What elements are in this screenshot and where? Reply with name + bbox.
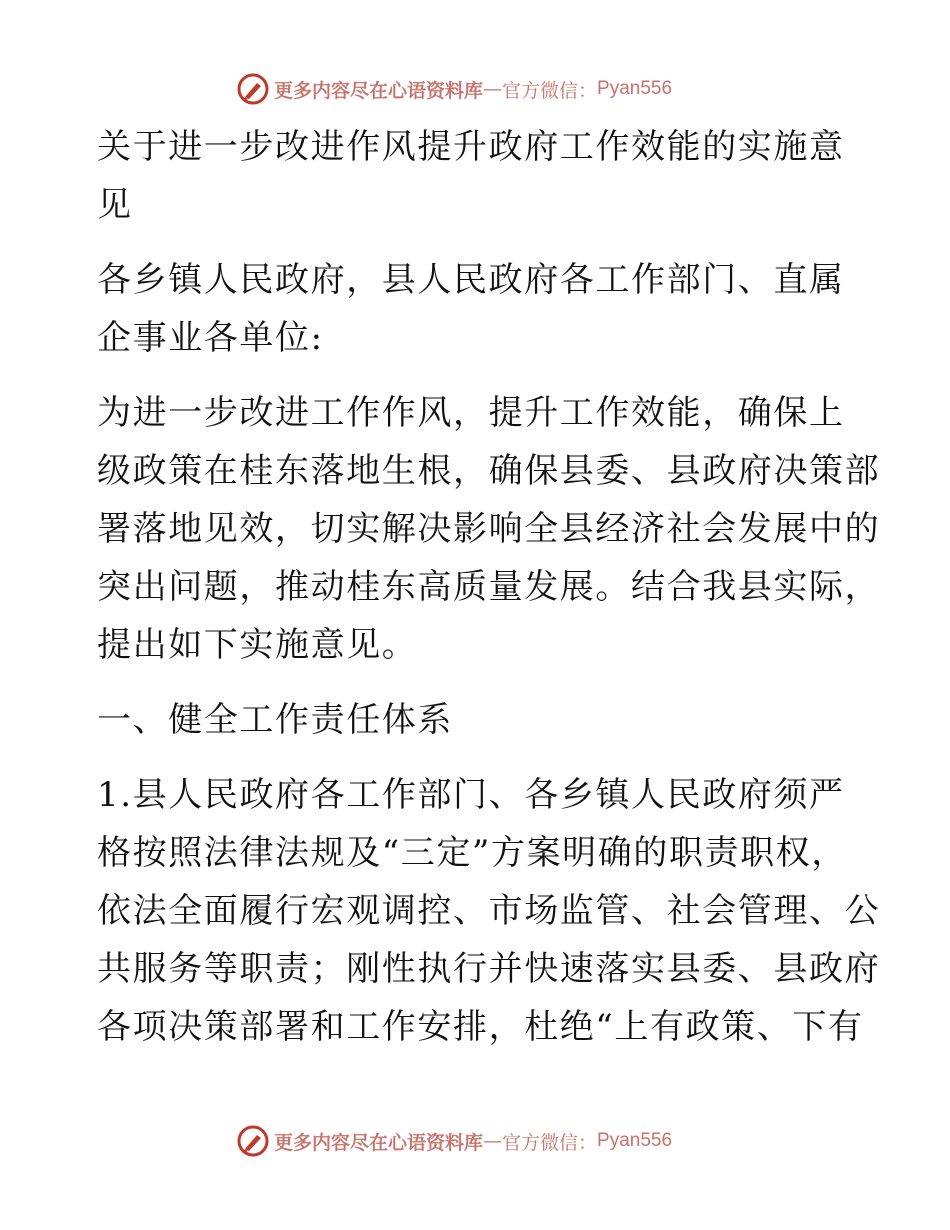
salutation-line-2: 企事业各单位: (97, 318, 324, 358)
watermark-wechat-id: Pyan556 (597, 1130, 673, 1151)
watermark-wechat-label: 官方微信： (502, 79, 598, 102)
document-title-line-1: 关于进一步改进作风提升政府工作效能的实施意 (97, 127, 845, 167)
item1-line-4: 共服务等职责；刚性执行并快速落实县委、县政府 (97, 949, 881, 989)
pen-logo-icon (236, 72, 270, 106)
watermark-wechat-label: 官方微信： (502, 1131, 598, 1154)
watermark-separator: — (483, 1130, 503, 1152)
section-heading: 一、健全工作责任体系 (97, 700, 453, 740)
intro-line-4: 突出问题，推动桂东高质量发展。结合我县实际， (97, 567, 881, 607)
item1-line-3: 依法全面履行宏观调控、市场监管、社会管理、公 (97, 891, 881, 931)
intro-line-5: 提出如下实施意见。 (97, 625, 418, 665)
intro-line-1: 为进一步改进工作作风，提升工作效能，确保上 (97, 393, 845, 433)
item1-line-5: 各项决策部署和工作安排，杜绝“上有政策、下有 (97, 1007, 864, 1047)
watermark-footer (236, 1124, 672, 1158)
watermark-brand: 更多内容尽在心语资料库 (274, 79, 484, 102)
pen-logo-icon (236, 1124, 270, 1158)
item1-line-1: 1.县人民政府各工作部门、各乡镇人民政府须严 (97, 775, 845, 815)
watermark-separator: — (483, 78, 503, 100)
watermark-wechat-id: Pyan556 (597, 78, 673, 99)
intro-line-3: 署落地见效，切实解决影响全县经济社会发展中的 (97, 509, 881, 549)
document-title-line-2: 见 (97, 185, 133, 225)
watermark-brand: 更多内容尽在心语资料库 (274, 1131, 484, 1154)
salutation-line-1: 各乡镇人民政府，县人民政府各工作部门、直属 (97, 260, 845, 300)
item1-line-2: 格按照法律法规及“三定”方案明确的职责职权， (97, 833, 847, 873)
watermark-header (236, 72, 672, 106)
intro-line-2: 级政策在桂东落地生根，确保县委、县政府决策部 (97, 451, 881, 491)
